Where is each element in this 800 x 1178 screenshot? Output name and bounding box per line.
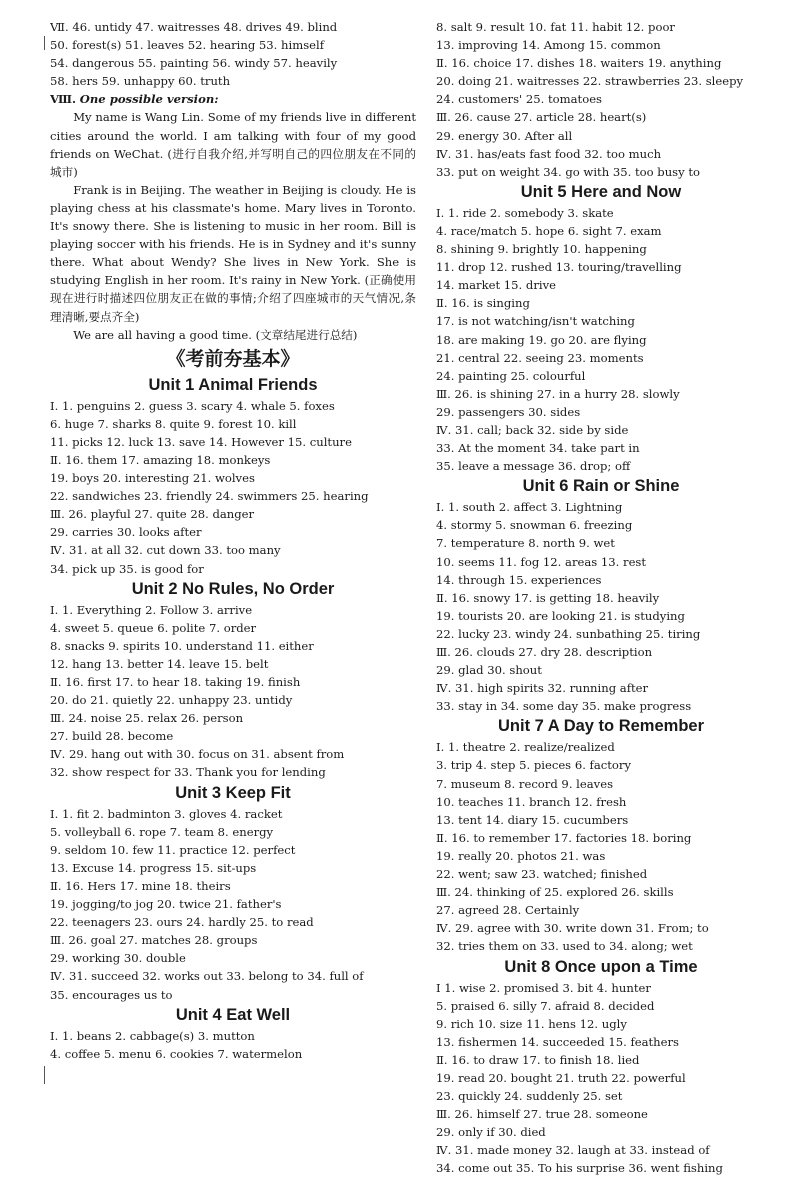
answer-line: Ⅳ. 31. call; back 32. side by side xyxy=(436,422,629,437)
answer-line: 20. doing 21. waitresses 22. strawberries 23. sleepy xyxy=(436,74,744,89)
answer-line: Ⅱ. 16. to draw 17. to finish 18. lied xyxy=(436,1052,640,1067)
answer-line: 24. painting 25. colourful xyxy=(436,368,586,383)
answer-line: 29. energy 30. After all xyxy=(436,128,573,143)
answer-line: 22. went; saw 23. watched; finished xyxy=(436,867,648,882)
answer-line: 4. stormy 5. snowman 6. freezing xyxy=(436,518,633,533)
answer-line: Ⅰ. 1. Everything 2. Follow 3. arrive xyxy=(50,602,253,617)
answer-line: 23. quickly 24. suddenly 25. set xyxy=(436,1089,623,1104)
unit7-title: Unit 7 A Day to Remember xyxy=(498,717,704,736)
answer-line: Ⅱ. 16. choice 17. dishes 18. waiters 19. anything xyxy=(436,56,722,71)
answer-line: 8. snacks 9. spirits 10. understand 11. either xyxy=(50,638,314,653)
margin-mark-bottom xyxy=(44,1066,45,1084)
essay-paragraph: Frank is in Beijing. The weather in Beijing is cloudy. He is playing chess at his classmate's home. Mary lives in Toronto. It's snowy there. She is listening to music in her room. Bill is playing soccer with his friends. He is in Sydney and it's sunny there. What about Wendy? She lives in New York. She is studying English in her room. It's rainy in New York. (正确使用现在进行时描述四位朋友正在做的事情;介绍了四座城市的天气情况,条理清晰,要点齐全) xyxy=(50,182,416,324)
answer-line: 11. drop 12. rushed 13. touring/travelling xyxy=(436,260,682,275)
answer-line: 29. passengers 30. sides xyxy=(436,404,581,419)
answer-line: 10. seems 11. fog 12. areas 13. rest xyxy=(436,554,647,569)
unit8-title: Unit 8 Once upon a Time xyxy=(504,957,698,976)
answer-line: Ⅳ. 31. high spirits 32. running after xyxy=(436,681,649,696)
answer-line: 8. shining 9. brightly 10. happening xyxy=(436,242,647,257)
unit6-answers xyxy=(436,498,766,715)
answer-line: 7. museum 8. record 9. leaves xyxy=(436,776,614,791)
answer-line: Ⅰ 1. wise 2. promised 3. bit 4. hunter xyxy=(436,980,651,995)
answer-line: 17. is not watching/isn't watching xyxy=(436,314,635,329)
section7-answers xyxy=(50,18,416,90)
unit3-title: Unit 3 Keep Fit xyxy=(175,783,291,802)
essay-paragraph: We are all having a good time. (文章结尾进行总结) xyxy=(73,327,358,342)
answer-line: Ⅰ. 1. theatre 2. realize/realized xyxy=(436,740,615,755)
answer-line: 5. praised 6. silly 7. afraid 8. decided xyxy=(436,998,655,1013)
sample-essay xyxy=(50,108,416,343)
answer-line: 11. picks 12. luck 13. save 14. However 15. culture xyxy=(50,434,352,449)
answer-line: 33. At the moment 34. take part in xyxy=(436,441,640,456)
unit7-answers xyxy=(436,738,766,955)
answer-line: Ⅳ. 31. succeed 32. works out 33. belong to 34. full of xyxy=(50,969,364,984)
answer-line: 22. lucky 23. windy 24. sunbathing 25. tiring xyxy=(436,626,701,641)
answer-line: 10. teaches 11. branch 12. fresh xyxy=(436,794,627,809)
answer-line: 32. show respect for 33. Thank you for lending xyxy=(50,765,326,780)
answer-line: 33. put on weight 34. go with 35. too busy to xyxy=(436,164,701,179)
answer-line: Ⅲ. 26. is shining 27. in a hurry 28. slowly xyxy=(436,386,680,401)
unit8-answers xyxy=(436,979,766,1178)
answer-line: Ⅱ. 16. is singing xyxy=(436,296,530,311)
answer-line: Ⅳ. 31. at all 32. cut down 33. too many xyxy=(50,543,281,558)
answer-line: 29. carries 30. looks after xyxy=(50,525,202,540)
answer-line: 21. central 22. seeing 23. moments xyxy=(436,350,644,365)
section8-version-label: One possible version: xyxy=(79,92,219,107)
answer-line: 19. boys 20. interesting 21. wolves xyxy=(50,471,255,486)
answer-line: Ⅲ. 26. cause 27. article 28. heart(s) xyxy=(436,110,647,125)
unit4-answers-continued xyxy=(436,18,766,181)
unit1-answers xyxy=(50,397,416,578)
answer-line: 8. salt 9. result 10. fat 11. habit 12. poor xyxy=(436,20,675,34)
unit4-answers xyxy=(50,1027,416,1063)
answer-line: 13. improving 14. Among 15. common xyxy=(436,38,661,53)
answer-line: 9. seldom 10. few 11. practice 12. perfect xyxy=(50,842,296,857)
section8-heading xyxy=(50,90,416,108)
answer-line: 19. jogging/to jog 20. twice 21. father's xyxy=(50,897,282,912)
answer-line: 27. build 28. become xyxy=(50,729,174,744)
answer-line: Ⅱ. 16. to remember 17. factories 18. boring xyxy=(436,830,692,845)
margin-mark-top xyxy=(44,36,45,50)
main-heading: 《考前夯基本》 xyxy=(166,347,300,370)
answer-line: 13. fishermen 14. succeeded 15. feathers xyxy=(436,1034,679,1049)
answer-line: 22. teenagers 23. ours 24. hardly 25. to read xyxy=(50,915,314,930)
essay-paragraph: My name is Wang Lin. Some of my friends live in different cities around the world. I am talking with four of my good friends on WeChat. (进行自我介绍,并写明自己的四位朋友在不同的城市) xyxy=(50,110,416,179)
answer-line: Ⅲ. 24. noise 25. relax 26. person xyxy=(50,711,244,726)
unit6-title: Unit 6 Rain or Shine xyxy=(522,477,680,496)
answer-line: 19. tourists 20. are looking 21. is studying xyxy=(436,608,685,623)
answer-line: 24. customers' 25. tomatoes xyxy=(436,92,603,107)
unit5-answers xyxy=(436,204,766,475)
answer-line: Ⅰ. 1. south 2. affect 3. Lightning xyxy=(436,500,623,515)
answer-line: Ⅲ. 26. goal 27. matches 28. groups xyxy=(50,933,258,948)
answer-line: Ⅳ. 31. has/eats fast food 32. too much xyxy=(436,146,662,161)
answer-line: Ⅰ. 1. ride 2. somebody 3. skate xyxy=(436,205,614,220)
answer-line: Ⅰ. 1. beans 2. cabbage(s) 3. mutton xyxy=(50,1028,255,1043)
answer-line: 12. hang 13. better 14. leave 15. belt xyxy=(50,656,269,671)
answer-line: 54. dangerous 55. painting 56. windy 57. heavily xyxy=(50,56,338,71)
answer-line: 19. read 20. bought 21. truth 22. powerful xyxy=(436,1070,686,1085)
right-column xyxy=(436,18,766,1178)
answer-line: 29. working 30. double xyxy=(50,951,186,966)
answer-line: 29. only if 30. died xyxy=(436,1125,546,1140)
answer-line: Ⅶ. 46. untidy 47. waitresses 48. drives 49. blind xyxy=(50,20,338,34)
answer-line: 7. temperature 8. north 9. wet xyxy=(436,536,615,551)
answer-line: 27. agreed 28. Certainly xyxy=(436,903,580,918)
answer-line: 18. are making 19. go 20. are flying xyxy=(436,332,647,347)
unit4-title: Unit 4 Eat Well xyxy=(175,1005,291,1024)
answer-line: 4. coffee 5. menu 6. cookies 7. watermelon xyxy=(50,1046,303,1061)
answer-line: 20. do 21. quietly 22. unhappy 23. untidy xyxy=(50,693,293,708)
answer-line: 32. tries them on 33. used to 34. along; wet xyxy=(436,939,693,954)
answer-line: Ⅰ. 1. penguins 2. guess 3. scary 4. whale 5. foxes xyxy=(50,398,335,413)
answer-line: 35. leave a message 36. drop; off xyxy=(436,459,631,474)
answer-line: 5. volleyball 6. rope 7. team 8. energy xyxy=(50,824,274,839)
answer-line: 50. forest(s) 51. leaves 52. hearing 53. himself xyxy=(50,38,325,53)
answer-line: 22. sandwiches 23. friendly 24. swimmers 25. hearing xyxy=(50,489,369,504)
unit2-answers xyxy=(50,601,416,782)
answer-line: Ⅱ. 16. them 17. amazing 18. monkeys xyxy=(50,452,271,467)
unit2-title: Unit 2 No Rules, No Order xyxy=(131,579,335,598)
answer-line: 14. market 15. drive xyxy=(436,278,557,293)
answer-line: 34. come out 35. To his surprise 36. went fishing xyxy=(436,1161,723,1176)
unit5-title: Unit 5 Here and Now xyxy=(520,182,682,201)
answer-line: Ⅰ. 1. fit 2. badminton 3. gloves 4. racket xyxy=(50,806,283,821)
answer-line: 33. stay in 34. some day 35. make progress xyxy=(436,699,692,714)
answer-line: 4. race/match 5. hope 6. sight 7. exam xyxy=(436,223,662,238)
answer-line: 35. encourages us to xyxy=(50,987,173,1002)
answer-line: 58. hers 59. unhappy 60. truth xyxy=(50,74,231,89)
unit3-answers xyxy=(50,805,416,1004)
answer-line: Ⅳ. 29. agree with 30. write down 31. From; to xyxy=(436,921,709,936)
answer-line: 13. tent 14. diary 15. cucumbers xyxy=(436,812,629,827)
answer-line: 9. rich 10. size 11. hens 12. ugly xyxy=(436,1016,627,1031)
answer-line: Ⅳ. 29. hang out with 30. focus on 31. absent from xyxy=(50,747,345,762)
answer-line: 19. really 20. photos 21. was xyxy=(436,848,606,863)
answer-line: Ⅲ. 26. playful 27. quite 28. danger xyxy=(50,507,255,522)
section8-label: Ⅷ. xyxy=(50,92,77,107)
answer-line: Ⅳ. 31. made money 32. laugh at 33. instead of xyxy=(436,1143,710,1158)
answer-line: Ⅱ. 16. snowy 17. is getting 18. heavily xyxy=(436,590,660,605)
answer-line: Ⅱ. 16. Hers 17. mine 18. theirs xyxy=(50,878,231,893)
unit1-title: Unit 1 Animal Friends xyxy=(148,375,318,394)
answer-line: Ⅲ. 26. himself 27. true 28. someone xyxy=(436,1107,648,1122)
answer-line: Ⅲ. 24. thinking of 25. explored 26. skills xyxy=(436,885,674,900)
answer-line: Ⅱ. 16. first 17. to hear 18. taking 19. finish xyxy=(50,675,301,689)
answer-line: 13. Excuse 14. progress 15. sit-ups xyxy=(50,860,257,875)
left-column xyxy=(50,18,416,1063)
answer-line: 29. glad 30. shout xyxy=(436,663,542,678)
answer-line: Ⅲ. 26. clouds 27. dry 28. description xyxy=(436,645,653,659)
answer-line: 34. pick up 35. is good for xyxy=(50,561,204,576)
answer-line: 6. huge 7. sharks 8. quite 9. forest 10. kill xyxy=(50,416,297,431)
answer-line: 4. sweet 5. queue 6. polite 7. order xyxy=(50,620,257,635)
answer-line: 3. trip 4. step 5. pieces 6. factory xyxy=(436,758,631,773)
answer-line: 14. through 15. experiences xyxy=(436,572,602,587)
